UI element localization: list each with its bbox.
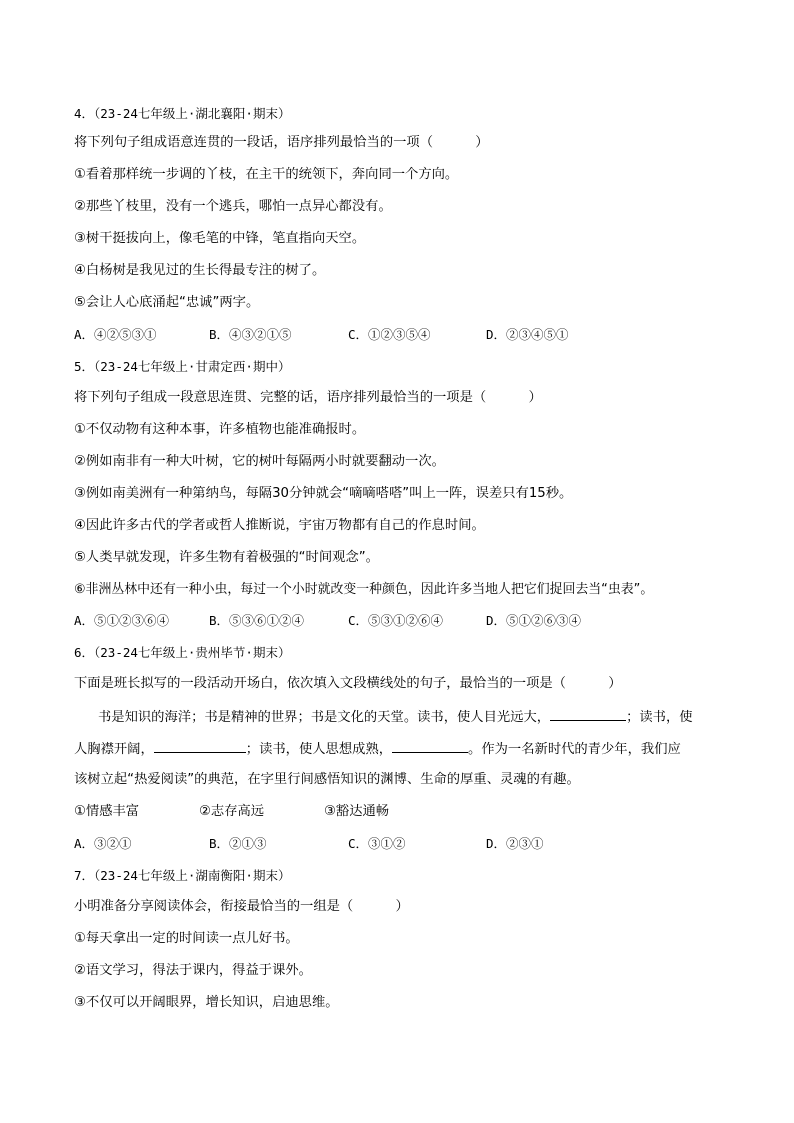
- question-5-stem: 将下列句子组成一段意思连贯、完整的话，语序排列最恰当的一项是（ ）: [74, 390, 542, 405]
- question-number: 6．: [74, 645, 95, 660]
- question-4-header: [74, 104, 290, 124]
- option-c[interactable]: C．③①②: [348, 836, 406, 851]
- question-7-sentence-2: ②语文学习，得法于课内，得益于课外。: [74, 963, 312, 978]
- question-5-sentence-3: ③例如南美洲有一种第纳鸟，每隔30分钟就会“嘀嘀嗒嗒”叫上一阵，误差只有15秒。: [74, 486, 573, 501]
- option-a[interactable]: A．③②①: [74, 836, 132, 851]
- option-b[interactable]: B．⑤③⑥①②④: [209, 613, 305, 628]
- option-d[interactable]: D．②③①: [486, 836, 544, 851]
- question-number: 4．: [74, 106, 95, 121]
- passage-text: ；读书，使: [626, 710, 693, 725]
- question-4-sentence-3: ③树干挺拔向上，像毛笔的中锋，笔直指向天空。: [74, 231, 366, 246]
- question-6-options: [74, 834, 714, 854]
- question-4-sentence-1: ①看着那样统一步调的丫枝，在主干的统领下，奔向同一个方向。: [74, 167, 459, 182]
- question-source: （23-24七年级上·贵州毕节·期末）: [94, 645, 291, 660]
- question-4-sentence-5: ⑤会让人心底涌起“忠诚”两字。: [74, 295, 260, 310]
- question-number: 7．: [74, 868, 95, 883]
- option-d[interactable]: D．②③④⑤①: [486, 327, 569, 342]
- question-5-sentence-6: ⑥非洲丛林中还有一种小虫，每过一个小时就改变一种颜色，因此许多当地人把它们捉回去当“虫表”。: [74, 582, 654, 597]
- option-c[interactable]: C．①②③⑤④: [348, 327, 431, 342]
- question-source: （23-24七年级上·湖北襄阳·期末）: [94, 106, 291, 121]
- passage-line-3: 该树立起“热爱阅读”的典范，在字里行间感悟知识的渊博、生命的厚重、灵魂的有趣。: [74, 772, 580, 787]
- question-5-sentence-1: ①不仅动物有这种本事，许多植物也能准确报时。: [74, 422, 366, 437]
- blank-3[interactable]: [392, 738, 468, 753]
- question-5-sentence-5: ⑤人类早就发现，许多生物有着极强的“时间观念”。: [74, 550, 379, 565]
- passage-text: 书是知识的海洋；书是精神的世界；书是文化的天堂。读书，使人目光远大，: [98, 710, 551, 725]
- question-7-stem: 小明准备分享阅读体会，衔接最恰当的一组是（ ）: [74, 899, 409, 914]
- question-7-sentence-3: ③不仅可以开阔眼界，增长知识，启迪思维。: [74, 995, 339, 1010]
- option-a[interactable]: A．④②⑤③①: [74, 327, 157, 342]
- question-6-header: [74, 643, 290, 663]
- question-7-header: [74, 866, 290, 886]
- choice-1: ①情感丰富: [74, 804, 140, 819]
- question-4-sentence-4: ④白杨树是我见过的生长得最专注的树了。: [74, 263, 326, 278]
- question-source: （23-24七年级上·甘肃定西·期中）: [94, 359, 291, 374]
- question-5-sentence-4: ④因此许多古代的学者或哲人推断说，宇宙万物都有自己的作息时间。: [74, 518, 485, 533]
- option-a[interactable]: A．⑤①②③⑥④: [74, 613, 170, 628]
- question-6-stem: 下面是班长拟写的一段活动开场白，依次填入文段横线处的句子，最恰当的一项是（ ）: [74, 676, 622, 691]
- option-b[interactable]: B．④③②①⑤: [209, 327, 292, 342]
- blank-1[interactable]: [550, 706, 626, 721]
- question-4-options: [74, 325, 714, 345]
- choice-3: ③豁达通畅: [324, 804, 390, 819]
- passage-line-1: [98, 706, 693, 728]
- question-4-stem: 将下列句子组成语意连贯的一段话，语序排列最恰当的一项（ ）: [74, 135, 489, 150]
- passage-line-2: [74, 738, 681, 760]
- question-source: （23-24七年级上·湖南衡阳·期末）: [94, 868, 291, 883]
- option-b[interactable]: B．②①③: [209, 836, 267, 851]
- question-5-header: [74, 357, 290, 377]
- question-number: 5．: [74, 359, 95, 374]
- blank-2[interactable]: [154, 738, 246, 753]
- choice-2: ②志存高远: [199, 804, 265, 819]
- question-7-sentence-1: ①每天拿出一定的时间读一点儿好书。: [74, 931, 299, 946]
- question-6-choices: [74, 802, 714, 822]
- passage-text: ；读书，使人思想成熟，: [245, 742, 393, 757]
- question-4-sentence-2: ②那些丫枝里，没有一个逃兵，哪怕一点异心都没有。: [74, 199, 392, 214]
- question-5-sentence-2: ②例如南非有一种大叶树，它的树叶每隔两小时就要翻动一次。: [74, 454, 445, 469]
- option-c[interactable]: C．⑤③①②⑥④: [348, 613, 444, 628]
- option-d[interactable]: D．⑤①②⑥③④: [486, 613, 582, 628]
- question-5-options: [74, 611, 714, 631]
- passage-text: 人胸襟开阔，: [74, 742, 154, 757]
- passage-text: 。作为一名新时代的青少年，我们应: [468, 742, 681, 757]
